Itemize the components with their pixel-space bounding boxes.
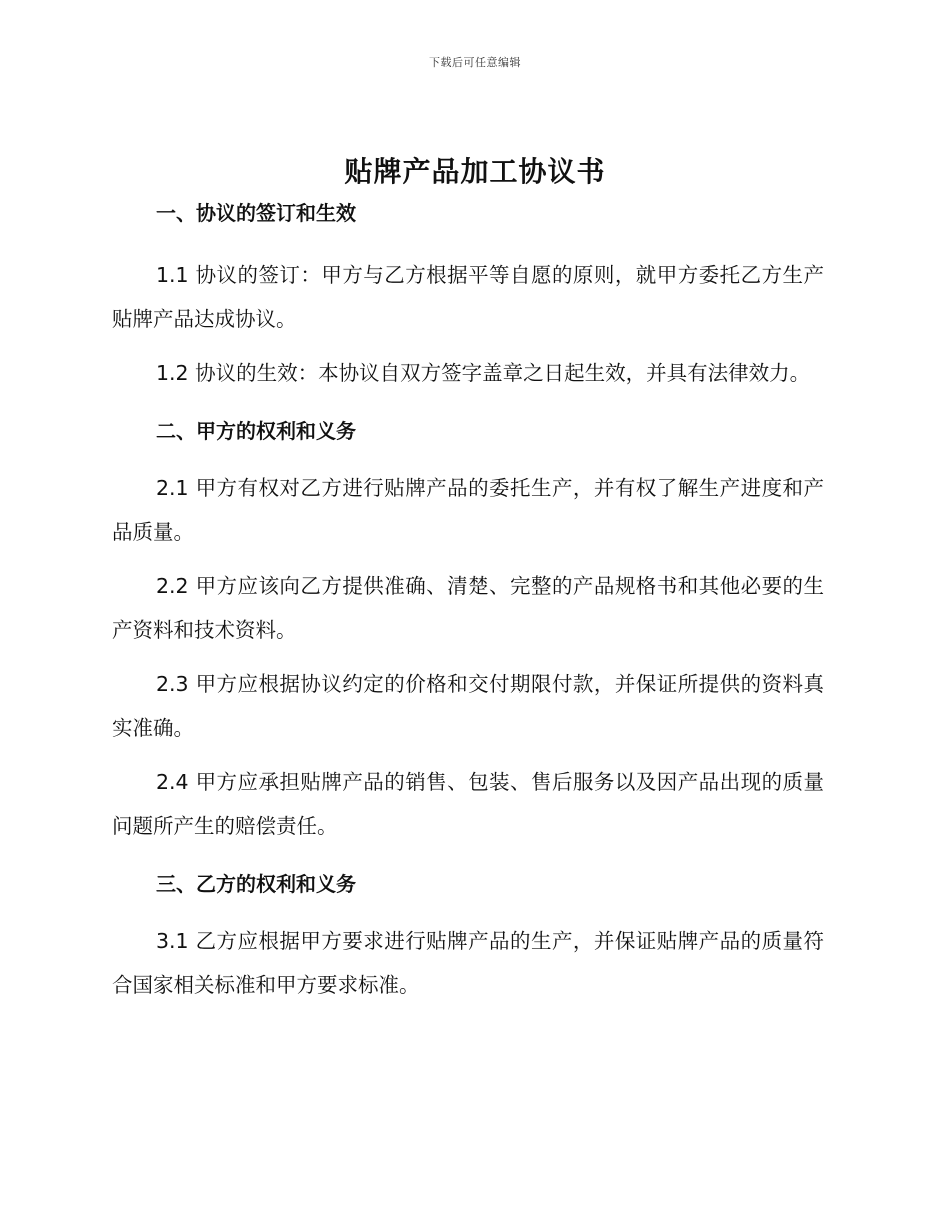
clause-2-3: 2.3 甲方应根据协议约定的价格和交付期限付款，并保证所提供的资料真实准确。 — [112, 672, 824, 740]
clause-2-1: 2.1 甲方有权对乙方进行贴牌产品的委托生产，并有权了解生产进度和产品质量。 — [112, 476, 824, 544]
document-body — [112, 198, 824, 1007]
header-note: 下载后可任意编辑 — [429, 56, 521, 69]
clause-1-2: 1.2 协议的生效：本协议自双方签字盖章之日起生效，并具有法律效力。 — [156, 361, 811, 385]
section-heading-1: 一、协议的签订和生效 — [156, 201, 356, 225]
clause-1-1: 1.1 协议的签订：甲方与乙方根据平等自愿的原则，就甲方委托乙方生产贴牌产品达成协议。 — [112, 263, 824, 331]
section-heading-3: 三、乙方的权利和义务 — [156, 872, 356, 896]
section-heading-2: 二、甲方的权利和义务 — [156, 419, 356, 443]
clause-2-4: 2.4 甲方应承担贴牌产品的销售、包装、售后服务以及因产品出现的质量问题所产生的赔偿责任。 — [112, 770, 824, 838]
clause-3-1: 3.1 乙方应根据甲方要求进行贴牌产品的生产，并保证贴牌产品的质量符合国家相关标准和甲方要求标准。 — [112, 929, 824, 997]
document-title: 贴牌产品加工协议书 — [344, 155, 606, 188]
clause-2-2: 2.2 甲方应该向乙方提供准确、清楚、完整的产品规格书和其他必要的生产资料和技术资料。 — [112, 574, 824, 642]
